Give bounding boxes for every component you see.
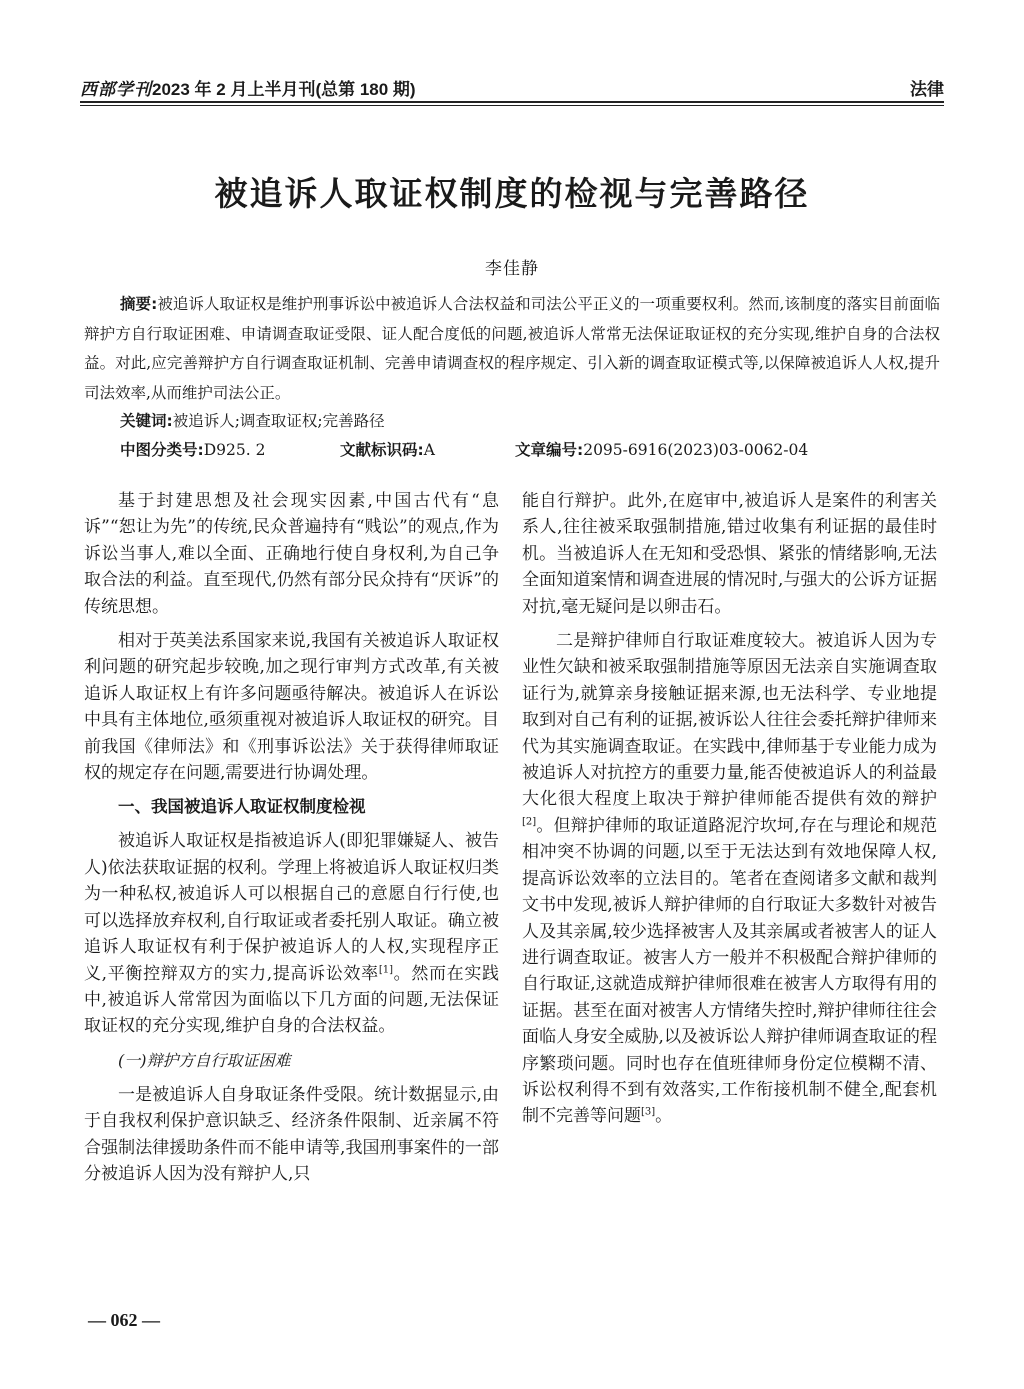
classification-row	[120, 438, 940, 460]
subsection-heading: (一)辩护方自行取证困难	[118, 1050, 291, 1070]
issue-label: 2023 年 2 月上半月刊(总第 180 期)	[152, 80, 416, 99]
section-heading: 一、我国被追诉人取证权制度检视	[118, 797, 366, 817]
section-label: 法律	[910, 80, 944, 99]
paragraph: 相对于英美法系国家来说,我国有关被追诉人取证权利问题的研究起步较晚,加之现行审判方式改革,有关被追诉人取证权上有许多问题亟待解决。被追诉人在诉讼中具有主体地位,亟须重视对被追诉人取证权的研究。目前我国《律师法》和《刑事诉讼法》关于获得律师取证权的规定存在问题,需要进行协调处理。	[84, 631, 499, 784]
body-column-right	[522, 488, 937, 1138]
header-divider-thin	[80, 105, 944, 106]
paragraph: 基于封建思想及社会现实因素,中国古代有“息诉”“恕让为先”的传统,民众普遍持有“贱讼”的观点,作为诉讼当事人,难以全面、正确地行使自身权利,为自己争取合法的利益。直至现代,仍然有部分民众持有“厌诉”的传统思想。	[84, 491, 499, 617]
citation: [3]	[641, 1106, 656, 1118]
article-number: 文章编号:2095-6916(2023)03-0062-04	[515, 441, 809, 459]
running-header	[80, 70, 944, 100]
header-divider	[80, 101, 944, 103]
abstract	[84, 290, 940, 408]
paragraph: 二是辩护律师自行取证难度较大。被追诉人因为专业性欠缺和被采取强制措施等原因无法亲自实施调查取证行为,就算亲身接触证据来源,也无法科学、专业地提取到对自己有利的证据,被诉讼人往往会委托辩护律师来代为其实施调查取证。在实践中,律师基于专业能力成为被追诉人对抗控方的重要力量,能否使被追诉人的利益最大化很大程度上取决于辩护律师能否提供有效的辩护[2]。但辩护律师的取证道路泥泞坎坷,存在与理论和规范相冲突不协调的问题,以至于无法达到有效地保障人权,提高诉讼效率的立法目的。笔者在查阅诸多文献和裁判文书中发现,被诉人辩护律师的自行取证大多数针对被告人及其亲属,较少选择被害人及其亲属或者被害人的证人进行调查取证。被害人方一般并不积极配合辩护律师的自行取证,这就造成辩护律师很难在被害人方取得有用的证据。甚至在面对被害人方情绪失控时,辩护律师往往会面临人身安全威胁,以及被诉讼人辩护律师调查取证的程序繁琐问题。同时也存在值班律师身份定位模糊不清、诉讼权利得不到有效落实,工作衔接机制不健全,配套机制不完善等问题[3]。	[522, 631, 937, 1127]
keywords-label: 关键词:	[120, 412, 173, 430]
keywords	[120, 409, 385, 431]
journal-issue	[80, 75, 416, 100]
abstract-text: 被追诉人取证权是维护刑事诉讼中被追诉人合法权益和司法公平正义的一项重要权利。然而,该制度的落实目前面临辩护方自行取证困难、申请调查取证受限、证人配合度低的问题,被追诉人常常无法保证取证权的充分实现,维护自身的合法权益。对此,应完善辩护方自行调查取证机制、完善申请调查权的程序规定、引入新的调查取证模式等,以保障被追诉人人权,提升司法效率,从而维护司法公正。	[84, 295, 940, 402]
journal-logo: 西部学刊	[80, 80, 152, 99]
keywords-text: 被追诉人;调查取证权;完善路径	[172, 412, 385, 430]
paragraph: 被追诉人取证权是指被追诉人(即犯罪嫌疑人、被告人)依法获取证据的权利。学理上将被追诉人取证权归类为一种私权,被追诉人可以根据自己的意愿自行行使,也可以选择放弃权利,自行取证或者委托别人取证。确立被追诉人取证权有利于保护被追诉人的人权,实现程序正义,平衡控辩双方的实力,提高诉讼效率[1]。然而在实践中,被追诉人常常因为面临以下几方面的问题,无法保证取证权的充分实现,维护自身的合法权益。	[84, 831, 500, 1037]
citation: [2]	[522, 816, 537, 828]
paragraph: 一是被追诉人自身取证条件受限。统计数据显示,由于自我权利保护意识缺乏、经济条件限制、近亲属不符合强制法律援助条件而不能申请等,我国刑事案件的一部分被追诉人因为没有辩护人,只	[84, 1084, 499, 1184]
body-column-left	[84, 488, 499, 1195]
page-number: — 062 —	[88, 1310, 160, 1330]
article-author: 李佳静	[485, 259, 539, 279]
citation: [1]	[378, 963, 393, 975]
paragraph-continued: 能自行辩护。此外,在庭审中,被追诉人是案件的利害关系人,往往被采取强制措施,错过收集有利证据的最佳时机。当被追诉人在无知和受恐惧、紧张的情绪影响,无法全面知道案情和调查进展的情况时,与强大的公诉方证据对抗,毫无疑问是以卵击石。	[522, 491, 937, 617]
clc-code: 中图分类号:D925. 2	[120, 441, 266, 459]
article-title: 被追诉人取证权制度的检视与完善路径	[214, 174, 810, 213]
document-code: 文献标识码:A	[340, 441, 435, 459]
abstract-label: 摘要:	[120, 295, 158, 313]
